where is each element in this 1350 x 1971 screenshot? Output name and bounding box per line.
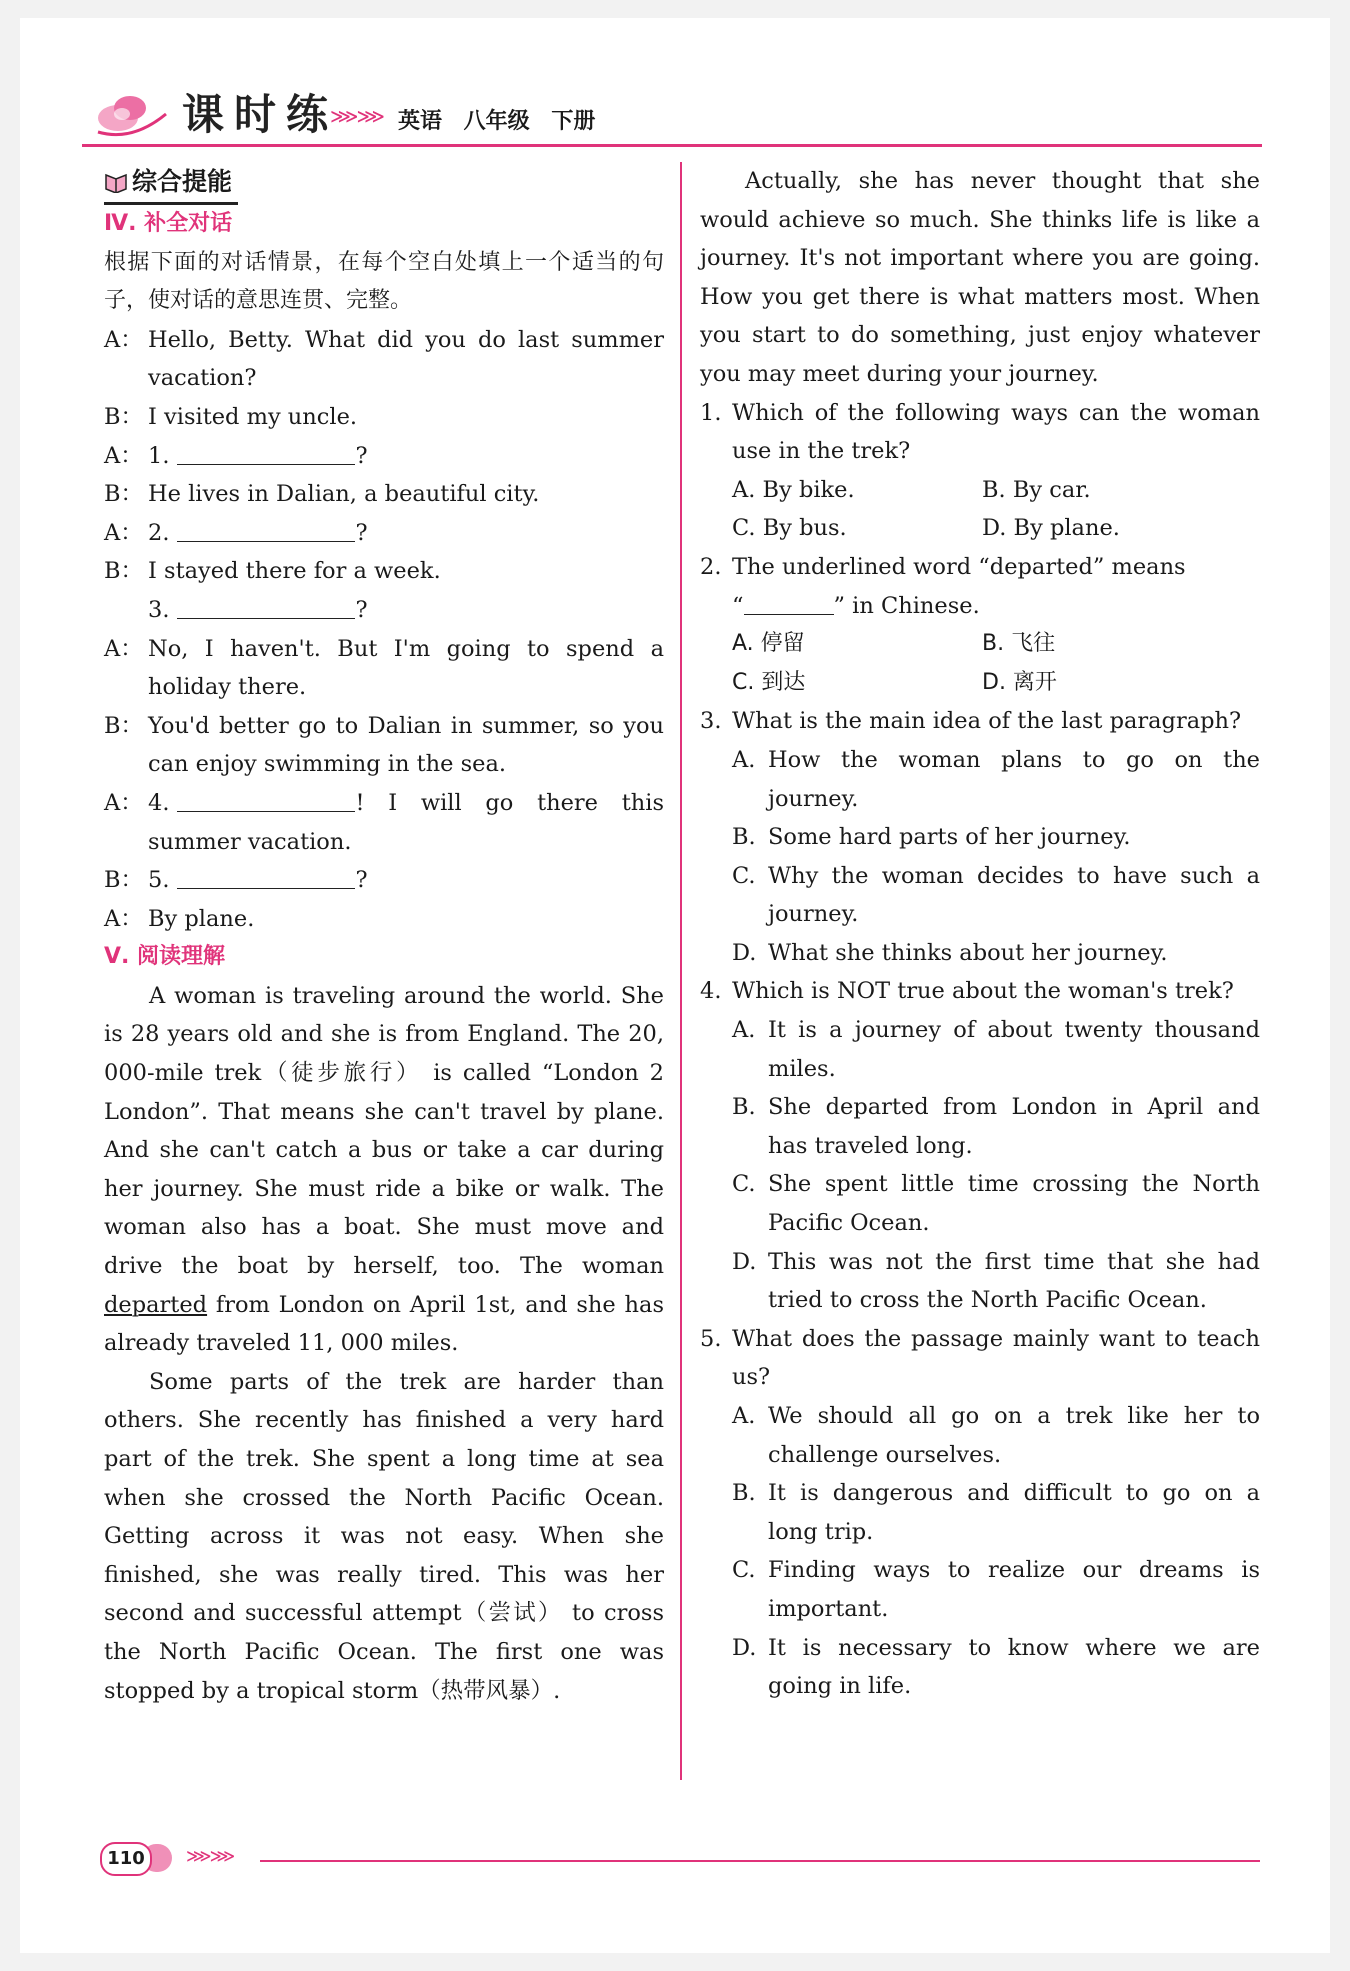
dialogue-line bbox=[104, 552, 664, 591]
dialogue bbox=[104, 321, 664, 939]
blank-number: 1. bbox=[148, 442, 170, 469]
dialogue-text bbox=[148, 784, 664, 861]
section-title-text: 综合提能 bbox=[132, 167, 233, 196]
option-letter: D. bbox=[732, 1634, 757, 1661]
option-a[interactable]: A. By bike. bbox=[732, 476, 855, 503]
speaker-label: A： bbox=[104, 635, 143, 662]
dialogue-text: I stayed there for a week. bbox=[148, 558, 441, 585]
part5-title: Ⅴ. 阅读理解 bbox=[104, 944, 226, 970]
speaker-label: A： bbox=[104, 326, 143, 353]
option-b[interactable] bbox=[700, 1474, 1260, 1551]
dialogue-line bbox=[104, 437, 664, 476]
dialogue-line bbox=[104, 514, 664, 553]
page-footer bbox=[100, 1840, 1260, 1880]
answer-blank[interactable] bbox=[744, 592, 834, 615]
question-stem-tail: ” in Chinese. bbox=[833, 592, 980, 619]
dialogue-text bbox=[148, 437, 664, 476]
option-a[interactable] bbox=[700, 1011, 1260, 1088]
flower-logo-icon bbox=[92, 84, 170, 142]
speaker-label: B： bbox=[104, 712, 144, 739]
speaker-label: B： bbox=[104, 481, 144, 508]
questions-3-to-5 bbox=[700, 702, 1260, 1705]
footer-divider bbox=[260, 1860, 1260, 1862]
option-letter: A. bbox=[732, 1017, 756, 1044]
speaker-label bbox=[104, 591, 148, 630]
column-divider bbox=[680, 162, 682, 1780]
quote-open: “ bbox=[732, 592, 744, 619]
option-letter: B. bbox=[732, 1480, 756, 1507]
passage-paragraph-2: Some parts of the trek are harder than others. She recently has finished a very hard part of the trek. She spent a long time at sea when she crossed the North Pacific Ocean. Getting across it was not easy. When she finished, she was really tired. This was her second and successful attempt（尝试） to cross the North Pacific Ocean. The first one was stopped by a tropical storm（热带风暴）. bbox=[104, 1368, 664, 1704]
dialogue-text: Hello, Betty. What did you do last summer vacation? bbox=[148, 326, 664, 392]
option-d[interactable]: D. By plane. bbox=[982, 515, 1120, 542]
header-subject: 英语 八年级 下册 bbox=[398, 109, 596, 134]
underlined-word: departed bbox=[104, 1291, 208, 1318]
header-arrows-icon: ⋙⋙ bbox=[330, 104, 383, 128]
blank-number: 3. bbox=[148, 596, 170, 623]
dialogue-line bbox=[104, 900, 664, 939]
dialogue-line bbox=[104, 398, 664, 437]
section-title bbox=[104, 162, 238, 205]
dialogue-text: You'd better go to Dalian in summer, so you can enjoy swimming in the sea. bbox=[148, 712, 664, 778]
answer-blank[interactable] bbox=[177, 864, 355, 889]
dialogue-text: By plane. bbox=[148, 905, 255, 932]
answer-blank[interactable] bbox=[177, 440, 355, 465]
question-number: 2. bbox=[700, 553, 722, 580]
passage-paragraph-1 bbox=[104, 977, 664, 1363]
header-divider bbox=[82, 144, 1262, 147]
speaker-label: A： bbox=[104, 789, 143, 816]
blank-end-text: ? bbox=[355, 867, 368, 894]
blank-end-text: ! I will go there this summer vacation. bbox=[148, 789, 664, 855]
question-2 bbox=[700, 548, 1260, 625]
footer-arrows-icon: ⋙⋙ bbox=[186, 1846, 234, 1867]
option-letter: A. bbox=[732, 746, 756, 773]
question-number: 5. bbox=[700, 1325, 722, 1352]
dialogue-line bbox=[104, 475, 664, 514]
blank-number: 2. bbox=[148, 519, 170, 546]
option-a[interactable] bbox=[700, 741, 1260, 818]
speaker-label: A： bbox=[104, 519, 143, 546]
dialogue-text: No, I haven't. But I'm going to spend a holiday there. bbox=[148, 635, 664, 701]
option-text: It is necessary to know where we are going in life. bbox=[768, 1634, 1260, 1700]
dialogue-line bbox=[104, 321, 664, 398]
option-letter: C. bbox=[732, 1557, 756, 1584]
question-2-options-row-2 bbox=[700, 664, 1260, 703]
question-1-options-row-1 bbox=[700, 471, 1260, 510]
option-text: She spent little time crossing the North Pacific Ocean. bbox=[768, 1171, 1260, 1237]
option-text: How the woman plans to go on the journey. bbox=[768, 746, 1260, 812]
option-text: Some hard parts of her journey. bbox=[768, 824, 1131, 851]
passage-p1-text-b: from London on April 1st, and she has already traveled 11, 000 miles. bbox=[104, 1291, 664, 1357]
part4-title: Ⅳ. 补全对话 bbox=[104, 211, 233, 236]
option-text: It is dangerous and difficult to go on a long trip. bbox=[768, 1480, 1260, 1545]
question-number: 3. bbox=[700, 708, 722, 735]
left-column bbox=[104, 162, 664, 1710]
question-1-options-row-2 bbox=[700, 509, 1260, 548]
option-letter: D. bbox=[732, 1248, 757, 1275]
question-3 bbox=[700, 702, 1260, 741]
option-b[interactable]: B. 飞往 bbox=[982, 631, 1056, 657]
question-5 bbox=[700, 1320, 1260, 1397]
passage-paragraph-3: Actually, she has never thought that she would achieve so much. She thinks life is like a journey. It's not important where you are going. How you get there is what matters most. When you start to do something, just enjoy whatever you may meet during your journey. bbox=[700, 168, 1260, 387]
option-text: What she thinks about her journey. bbox=[768, 939, 1168, 966]
book-icon bbox=[104, 171, 128, 193]
speaker-label: B： bbox=[104, 867, 144, 894]
question-stem: Which of the following ways can the woman use in the trek? bbox=[732, 399, 1260, 465]
dialogue-text: He lives in Dalian, a beautiful city. bbox=[148, 481, 540, 508]
part4-instruction: 根据下面的对话情景，在每个空白处填上一个适当的句子，使对话的意思连贯、完整。 bbox=[104, 249, 664, 314]
option-text: Finding ways to realize our dreams is important. bbox=[768, 1557, 1260, 1622]
option-b[interactable] bbox=[700, 1088, 1260, 1165]
question-number: 1. bbox=[700, 399, 722, 426]
blank-number: 4. bbox=[148, 789, 170, 816]
dialogue-line bbox=[104, 630, 664, 707]
answer-blank[interactable] bbox=[177, 787, 355, 812]
option-letter: A. bbox=[732, 1403, 756, 1429]
question-1 bbox=[700, 394, 1260, 471]
answer-blank[interactable] bbox=[177, 594, 355, 619]
option-d[interactable] bbox=[700, 1629, 1260, 1706]
page-number: 110 bbox=[100, 1842, 152, 1876]
dialogue-line bbox=[104, 861, 664, 900]
option-text: Why the woman decides to have such a journey. bbox=[768, 862, 1260, 928]
option-c[interactable] bbox=[700, 1551, 1260, 1628]
option-text: It is a journey of about twenty thousand miles. bbox=[768, 1017, 1260, 1082]
option-text: She departed from London in April and has traveled long. bbox=[768, 1094, 1260, 1159]
dialogue-line bbox=[104, 591, 664, 630]
option-letter: B. bbox=[732, 1094, 756, 1121]
speaker-label: B： bbox=[104, 403, 144, 430]
question-stem-text: The underlined word “departed” means bbox=[732, 553, 1186, 580]
dialogue-line bbox=[104, 707, 664, 784]
option-c[interactable] bbox=[700, 857, 1260, 934]
blank-end-text: ? bbox=[355, 442, 368, 469]
dialogue-text bbox=[148, 591, 664, 630]
option-a[interactable] bbox=[700, 1397, 1260, 1474]
speaker-label: B： bbox=[104, 558, 144, 585]
page-header bbox=[82, 64, 1262, 154]
dialogue-text bbox=[148, 514, 664, 553]
option-letter: C. bbox=[732, 862, 756, 889]
speaker-label: A： bbox=[104, 442, 143, 469]
option-b[interactable]: B. By car. bbox=[982, 476, 1091, 503]
question-4 bbox=[700, 972, 1260, 1011]
dialogue-text: I visited my uncle. bbox=[148, 403, 358, 430]
blank-number: 5. bbox=[148, 867, 170, 894]
dialogue-line bbox=[104, 784, 664, 861]
right-column bbox=[700, 162, 1260, 1706]
option-c[interactable]: C. 到达 bbox=[732, 669, 806, 695]
question-number: 4. bbox=[700, 978, 722, 1005]
option-text: This was not the first time that she had tried to cross the North Pacific Ocean. bbox=[768, 1248, 1260, 1314]
option-letter: D. bbox=[732, 939, 757, 966]
option-a[interactable]: A. 停留 bbox=[732, 631, 805, 657]
header-title: 课时练 bbox=[182, 90, 339, 139]
question-stem: What is the main idea of the last paragraph? bbox=[732, 708, 1242, 735]
option-text: We should all go on a trek like her to challenge ourselves. bbox=[768, 1403, 1260, 1468]
option-d[interactable] bbox=[700, 1243, 1260, 1320]
option-b[interactable] bbox=[700, 818, 1260, 857]
passage-p1-text-a: A woman is traveling around the world. She is 28 years old and she is from England. The 20, 000-mile trek（徒步旅行） is called “London 2 London”. That means she can't travel by plane. And she can't catch a bus or take a car during her journey. She must ride a bike or walk. The woman also has a boat. She must move and drive the boat by herself, too. The woman bbox=[104, 982, 664, 1280]
option-letter: B. bbox=[732, 824, 756, 851]
option-c[interactable] bbox=[700, 1165, 1260, 1242]
question-2-options-row-1 bbox=[700, 625, 1260, 664]
question-stem: What does the passage mainly want to teach us? bbox=[732, 1325, 1260, 1391]
option-d[interactable] bbox=[700, 934, 1260, 973]
answer-blank[interactable] bbox=[177, 517, 355, 542]
question-stem bbox=[732, 548, 1260, 625]
blank-end-text: ? bbox=[355, 519, 368, 546]
option-letter: C. bbox=[732, 1171, 756, 1198]
blank-end-text: ? bbox=[355, 596, 368, 623]
dialogue-text bbox=[148, 861, 664, 900]
option-c[interactable]: C. By bus. bbox=[732, 515, 847, 542]
question-stem: Which is NOT true about the woman's trek? bbox=[732, 978, 1234, 1005]
option-d[interactable]: D. 离开 bbox=[982, 669, 1057, 695]
speaker-label: A： bbox=[104, 905, 143, 932]
